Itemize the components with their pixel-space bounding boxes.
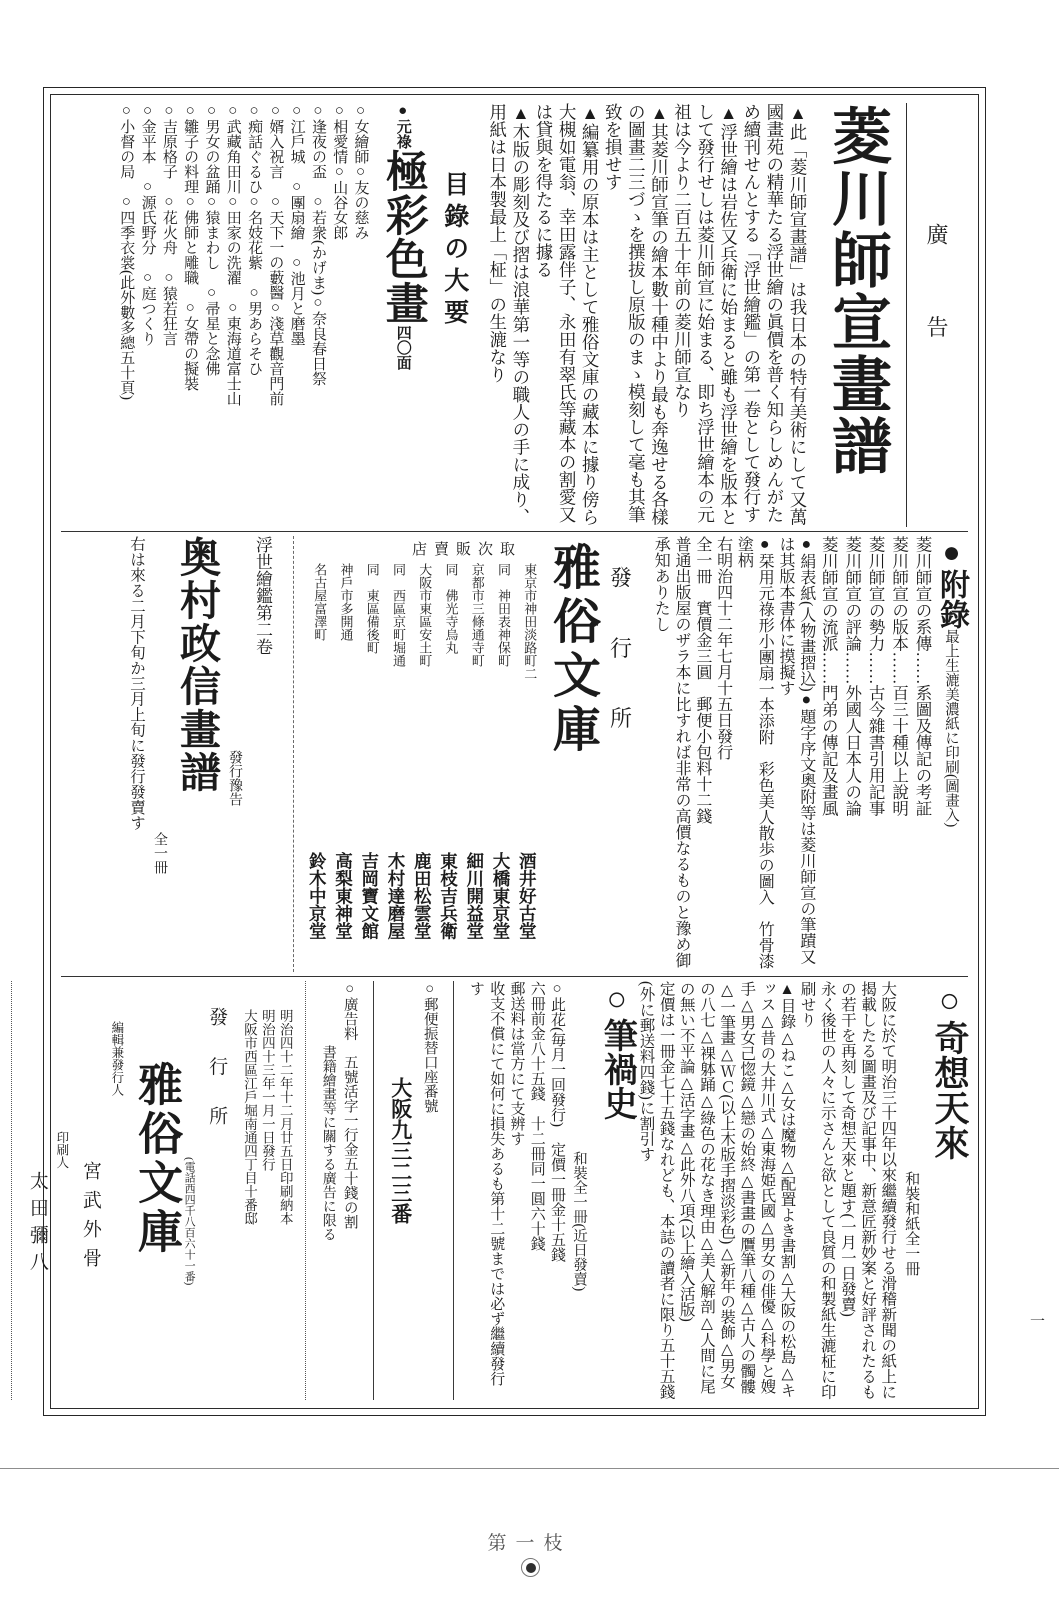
toc-item-column: ○相愛情○山谷女郎: [331, 103, 348, 240]
kisotenrai-paragraphs: [635, 981, 897, 1400]
toc-item-column: ○小督の局 ○四季衣裳(此外數多總五十頁): [118, 103, 135, 400]
toc-item-columns: [115, 103, 371, 527]
intro-paragraph: ▲木版の彫刻及び摺は浪華第一等の職人の手に成り、用紙は日本製最上「柾」の生漉なり: [487, 103, 531, 526]
konohana-paragraph: 收支不償にて如何に損失あるも第十二號までは必ず繼續發行す: [467, 981, 505, 1386]
toc-item-column: ○男女の盆踊○猿まわし ○帚星と念佛: [203, 103, 220, 376]
margin-folio-mark: 一: [1030, 1314, 1046, 1330]
band-divider-1: [61, 531, 968, 532]
toc-item-column: ○江戶城 ○團扇繪 ○池月と磨墨: [288, 103, 305, 346]
intro-paragraphs: [486, 103, 809, 527]
toc-item-column: ○武藏角田川○田家の洗濯 ○東海道富士山: [224, 103, 241, 406]
publisher-name-bottom: 雅俗文庫: [131, 1061, 182, 1257]
distributor-shop: 吉岡寶文館: [359, 851, 380, 940]
ad-rate-block: [305, 981, 361, 1400]
preview-series: 浮世繪鑑第二卷: [253, 536, 273, 655]
distributor-entry: [386, 563, 405, 939]
toc-item-column: ○婿入祝言 ○天下一の藪醫○淺草觀音門前: [267, 103, 284, 406]
kisotenrai-title: ○奇想天來: [930, 981, 969, 1160]
colophon-line: 明治四十三年一月一日發行: [259, 1009, 275, 1171]
appendix-note: 全一冊 實價金三圓 郵便小包料十二錢: [693, 536, 711, 824]
distributor-shop: 東枝吉兵衛: [438, 851, 459, 940]
appendix-item: 菱川師宣の勢力……古今雜書引用記事: [866, 536, 886, 817]
appendix-item: 菱川師宣の評論……外國人日本人の論: [842, 536, 862, 817]
hikkashi-title: ○筆禍史: [598, 981, 636, 1120]
distributor-shop: 木村達磨屋: [386, 851, 407, 940]
distributors-header: 店賣販次取: [412, 542, 523, 558]
distributor-shop: 鹿田松雲堂: [412, 851, 433, 940]
appendix-paper-note: 最上生漉美濃紙に印刷(圖畫入): [943, 629, 959, 828]
printer-name: 太田彌八: [26, 1171, 48, 1279]
ad-rate-restriction: 書籍繪畫等に關する廣告に限る: [320, 1045, 336, 1241]
gokusaishiki-count: 四〇面: [394, 325, 411, 370]
outer-border-frame: [26, 87, 986, 1416]
colophon-line: 明治四十二年十二月廿五日印刷納本: [277, 1009, 293, 1225]
distributor-address: 大阪市東區安土町: [417, 563, 433, 667]
appendix-notes: [649, 536, 815, 972]
distributor-entry: [360, 563, 379, 939]
appendix-note: 右明治四十二年七月十五日發行: [714, 536, 732, 760]
distributor-entry: [517, 563, 536, 939]
distributors-block: [300, 536, 538, 972]
toc-item-column: ○女繪師○友の慈み: [352, 103, 369, 240]
intro-paragraph: ▲此「菱川師宣畫譜」は我日本の特有美術にして又萬國畫苑の精華たる浮世繪の眞價を普く知らしめんがため續刊せんとする「浮世繪鑑」の第一卷として發行す: [741, 103, 808, 526]
kisotenrai-paragraph: 永く後世の人々に示さんと欲として良質の和製紙生漉柾に印刷せり: [798, 981, 836, 1400]
distributors-list: [300, 563, 536, 951]
section-hishikawa-gafu: [61, 103, 968, 527]
appendix-note: ●絹表紙(人物畫摺込)●題字序文奧附等は菱川師宣の筆蹟又は其版本書体に摸擬す: [777, 536, 815, 965]
distributor-address: 名古屋富澤町: [312, 563, 328, 641]
gokusaishiki-prefix: ●元祿: [394, 103, 411, 149]
distributor-address: 同 東區備後町: [364, 563, 380, 654]
gokusaishiki-heading: [381, 103, 426, 527]
preview-notice: 發行豫告: [227, 750, 243, 806]
konohana-paragraph: 郵送料は當方にて支辨す: [508, 981, 525, 1146]
preview-release-line: 右は來る二月下旬か三月上旬に發行發賣す: [128, 536, 145, 831]
distributor-shop: 大橋東京堂: [491, 851, 512, 940]
distributor-entry: [491, 563, 510, 939]
distributor-shop: 酒井好古堂: [517, 851, 538, 940]
konohana-paragraph: ○此花(毎月一回發行) 定價一冊金十五錢: [548, 981, 565, 1262]
kisotenrai-paragraph: ▲目錄△ねこ△女は魔物△配置よき書割△大阪の松島△キッス△昔の大井川式△東海姫氏國△男女の俳優△科學と嫂手△男女己惚鏡△戀の始終△書畫の贋筆八種△古人の髑髏△一筆畫△ＷＣ(以上木版手摺淡彩色)△新年の裝飾△男女の八七△裸躰踊△綠色の花なき理由△美人解剖△人間に尾の無い不平論△活字畫△此外八項(以上繪入活版): [677, 981, 796, 1398]
page-title: 菱川師宣畫譜: [824, 105, 890, 477]
preview-title: 奥村政信畫譜: [174, 536, 221, 794]
editor-label: 編輯兼發行人: [109, 1021, 124, 1096]
ad-rate-line: ○廣告料 五號活字一行金五十錢の割: [341, 981, 358, 1229]
distributor-entry: [412, 563, 431, 939]
konohana-paragraphs: [466, 981, 567, 1400]
distributor-entry: [465, 563, 484, 939]
advertisement-label-column: [906, 103, 968, 527]
postal-transfer-block: [373, 981, 441, 1400]
bullseye-mark: [521, 1558, 540, 1577]
appendix-heading: [935, 536, 968, 972]
preview-volume: 全一冊: [152, 832, 167, 874]
editor-name: 宮武外骨: [79, 1161, 101, 1277]
toc-heading: 目錄の大要: [440, 171, 468, 331]
colophon-dates: [240, 981, 293, 1400]
hikkashi-block: [453, 981, 636, 1400]
distributor-shop: 細川開益堂: [464, 851, 485, 940]
distributor-address: 同 佛光寺烏丸: [443, 563, 459, 654]
footer-title: 第一枝: [487, 1533, 572, 1554]
konohana-paragraph: 六冊前金八十五錢 十二冊同一圓六十錢: [528, 981, 545, 1251]
appendix-item: 菱川師宣の系傳……系圖及傳記の考証: [913, 536, 932, 817]
distributor-address: 京都市三條通寺町: [469, 563, 485, 667]
distributor-address: 東京市神田淡路町二: [522, 563, 538, 680]
bullseye-dot: [526, 1563, 536, 1573]
kisotenrai-paragraph: 定價は一冊金七十五錢なれども、本誌の讀者に限り五十五錢(外に郵送料四錢)に割引す: [637, 981, 675, 1400]
distributor-entry: [307, 563, 326, 939]
distributor-shop: 鈴木中京堂: [307, 851, 328, 940]
toc-item-column: ○雛子の料理○佛師と雕職 ○女帶の擬裝: [182, 103, 199, 391]
distributor-shop: 高梨東神堂: [333, 851, 354, 940]
postal-transfer-number: 大阪九三二三番: [388, 1077, 413, 1224]
band-divider-2: [61, 976, 968, 977]
colophon-block: [11, 981, 293, 1400]
appendix-note: ●栞用元祿形小團扇一本添附 彩色美人散歩の圖入 竹骨漆塗柄: [735, 536, 774, 969]
footer-rule: [0, 1468, 1059, 1469]
toc-item-column: ○金平本 ○源氏野分 ○庭つくり: [139, 103, 156, 346]
publisher-label: 發行所: [607, 566, 633, 778]
intro-paragraph: ▲編纂用の原本は主として雅俗文庫の藏本に據り傍ら大槻如電翁、幸田露伴子、永田有翠氏等藏本の割愛又は貸與を得たるに據る: [533, 103, 601, 526]
gokusaishiki-title: 極彩色畫: [379, 149, 427, 325]
kisotenrai-paragraph: 大阪に於て明治三十四年以來繼續發行せる滑稽新聞の紙上に揭載したる圖畫及び記事中、新意匠新妙案と好評されたるもの若干を再刻して奇想天來と題す(一月一日發賣): [838, 981, 897, 1400]
next-volume-preview: [125, 536, 294, 972]
intro-paragraph: ▲其菱川師宣筆の繪本數十種中より最も奔逸せる各樣の圖畫二三づゝを撰拔し原版のまゝ模刻して毫も其筆致を損せす: [603, 103, 670, 526]
distributor-entry: [438, 563, 457, 939]
appendix-note: 普通出版屋のザラ本に比すれば非常の高價なるものと豫め御承知ありたし: [652, 536, 691, 968]
toc-item-column: ○逢夜の盃 ○若衆(かげま)○奈良春日祭: [309, 103, 326, 386]
intro-paragraph: ▲浮世繪は岩佐又兵衛に始まると雖も浮世繪を版本として發行せしは菱川師宣に始まる、即ち浮世繪本の元祖は今より二百五十年前の菱川師宣なり: [672, 103, 739, 526]
telephone-note: (電話西四千八百六十一番): [183, 1157, 196, 1286]
advertisement-label: 廣告: [924, 222, 949, 408]
publisher-label-bottom: 發行所: [206, 1007, 228, 1156]
colophon-line: 大阪市西區江戶堀南通四丁目十番邸: [241, 1009, 257, 1225]
toc-item-column: ○痴話ぐるひ○名妓花紫 ○男あらそひ: [246, 103, 263, 376]
appendix-item: 菱川師宣の版本……百三十種以上說明: [889, 536, 909, 817]
distributor-entry: [333, 563, 352, 939]
toc-item-column: ○吉原格子 ○花火舟 ○猿若狂言: [160, 103, 177, 346]
kisotenrai-subtitle: 和裝和紙全一冊: [903, 1171, 920, 1276]
section-appendix-and-agents: [61, 536, 968, 972]
distributor-address: 同 西區京町堀通: [391, 563, 407, 667]
appendix-items: [818, 536, 933, 972]
distributor-address: 同 神田表神保町: [496, 563, 512, 667]
publisher-name: 雅俗文庫: [545, 542, 599, 758]
appendix-title: ●附錄: [935, 536, 968, 629]
inner-border-frame: [26, 94, 979, 1409]
distributor-address: 神戶市多開通: [338, 563, 354, 641]
section-other-publications: [26, 981, 969, 1400]
printer-label: 印刷人: [54, 1131, 69, 1169]
postal-transfer-label: ○郵便振替口座番號: [421, 981, 438, 1113]
appendix-item: 菱川師宣の流派……門弟の傳記及畫風: [819, 536, 839, 817]
hikkashi-subtitle: 和裝全一冊(近日發賣): [570, 1151, 587, 1292]
